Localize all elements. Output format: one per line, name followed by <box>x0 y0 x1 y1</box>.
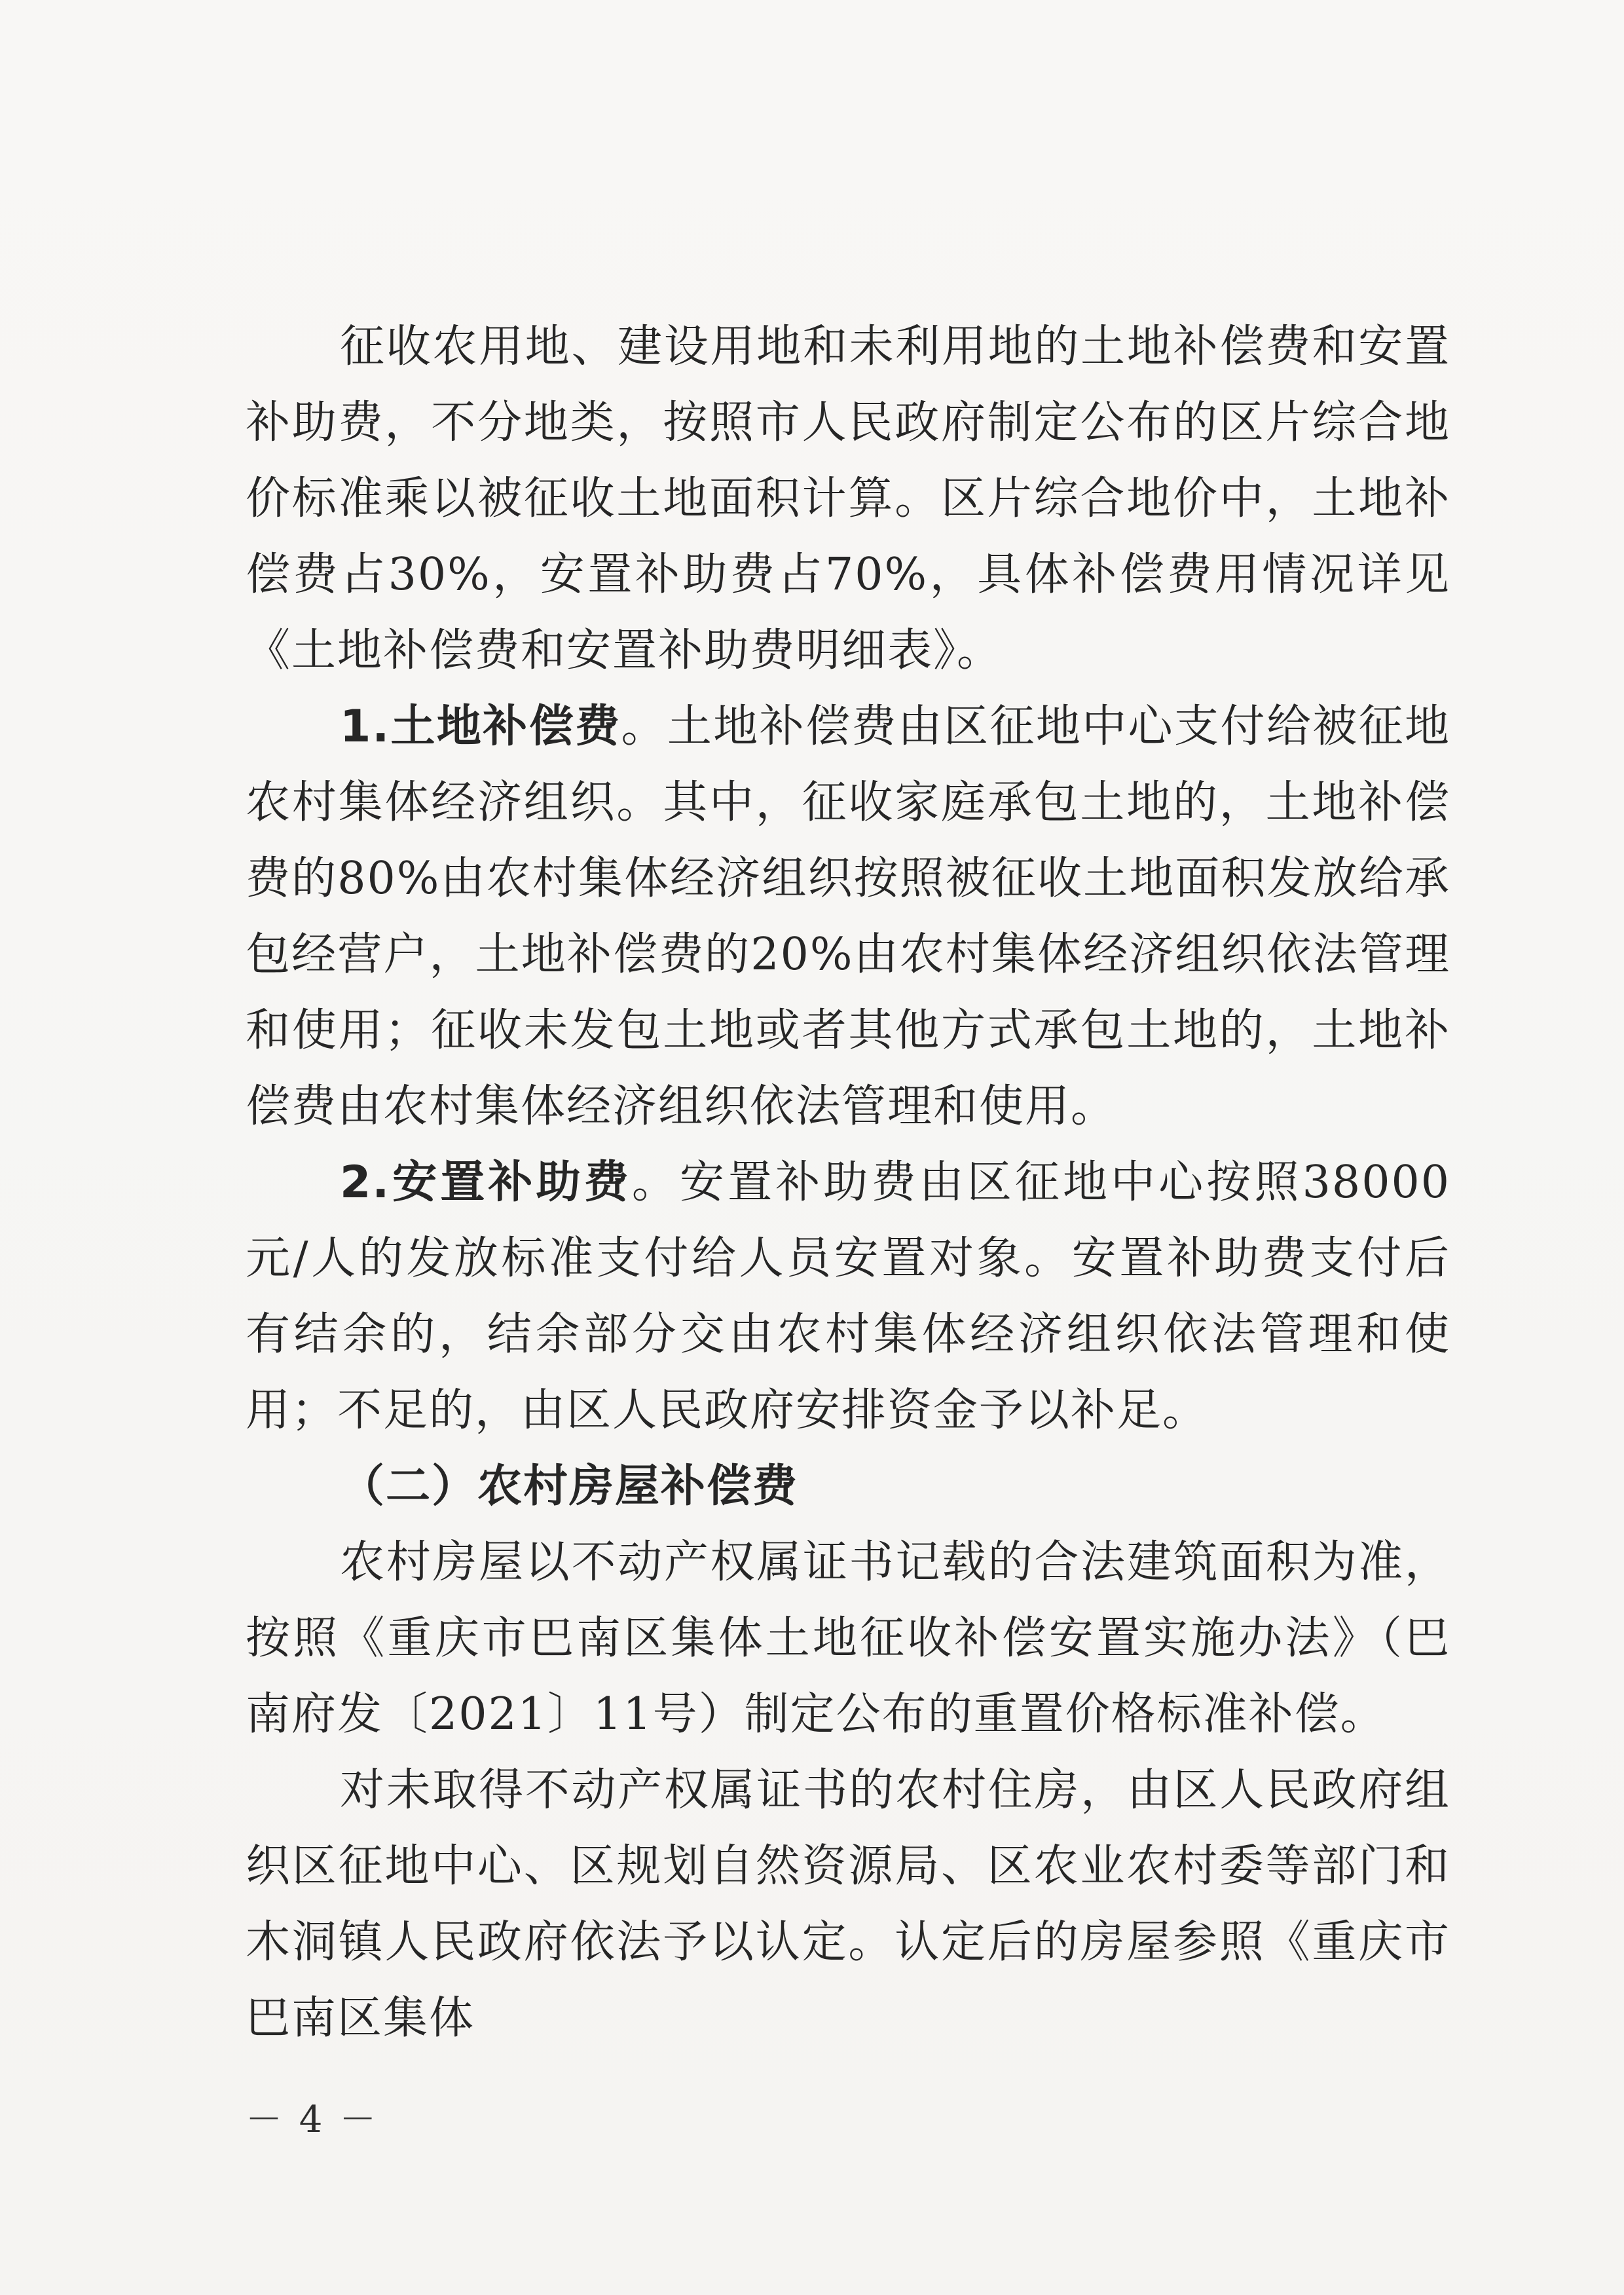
paragraph-land-compensation-fee <box>246 689 1450 1145</box>
section-heading-rural-housing: （二）农村房屋补偿费 <box>340 1461 799 1512</box>
paragraph-text: 对未取得不动产权属证书的农村住房，由区人民政府组织区征地中心、区规划自然资源局、区农业农村委等部门和木洞镇人民政府依法予以认定。认定后的房屋参照《重庆市巴南区集体 <box>246 1764 1450 2044</box>
paragraph-lead-label: 2.安置补助费 <box>340 1157 632 1208</box>
page-number: － 4 － <box>246 2099 379 2141</box>
document-body <box>246 309 1450 2057</box>
paragraph-lead-label: 1.土地补偿费 <box>340 701 621 753</box>
paragraph-resettlement-subsidy <box>246 1145 1450 1449</box>
paragraph-land-compensation-intro <box>246 309 1450 689</box>
paragraph-uncertified-housing <box>246 1753 1450 2057</box>
paragraph-text: 农村房屋以不动产权属证书记载的合法建筑面积为准，按照《重庆市巴南区集体土地征收补偿安置实施办法》（巴南府发〔2021〕11号）制定公布的重置价格标准补偿。 <box>246 1537 1450 1740</box>
paragraph-rural-housing-standard <box>246 1525 1450 1753</box>
paragraph-text: 征收农用地、建设用地和未利用地的土地补偿费和安置补助费，不分地类，按照市人民政府制定公布的区片综合地价标准乘以被征收土地面积计算。区片综合地价中，土地补偿费占30%，安置补助费占70%，具体补偿费用情况详见《土地补偿费和安置补助费明细表》。 <box>246 321 1450 677</box>
paragraph-text: 。土地补偿费由区征地中心支付给被征地农村集体经济组织。其中，征收家庭承包土地的，土地补偿费的80%由农村集体经济组织按照被征收土地面积发放给承包经营户，土地补偿费的20%由农村集体经济组织依法管理和使用；征收未发包土地或者其他方式承包土地的，土地补偿费由农村集体经济组织依法管理和使用。 <box>246 701 1450 1132</box>
paragraph-text: 。安置补助费由区征地中心按照38000元/人的发放标准支付给人员安置对象。安置补助费支付后有结余的，结余部分交由农村集体经济组织依法管理和使用；不足的，由区人民政府安排资金予以补足。 <box>246 1157 1450 1436</box>
